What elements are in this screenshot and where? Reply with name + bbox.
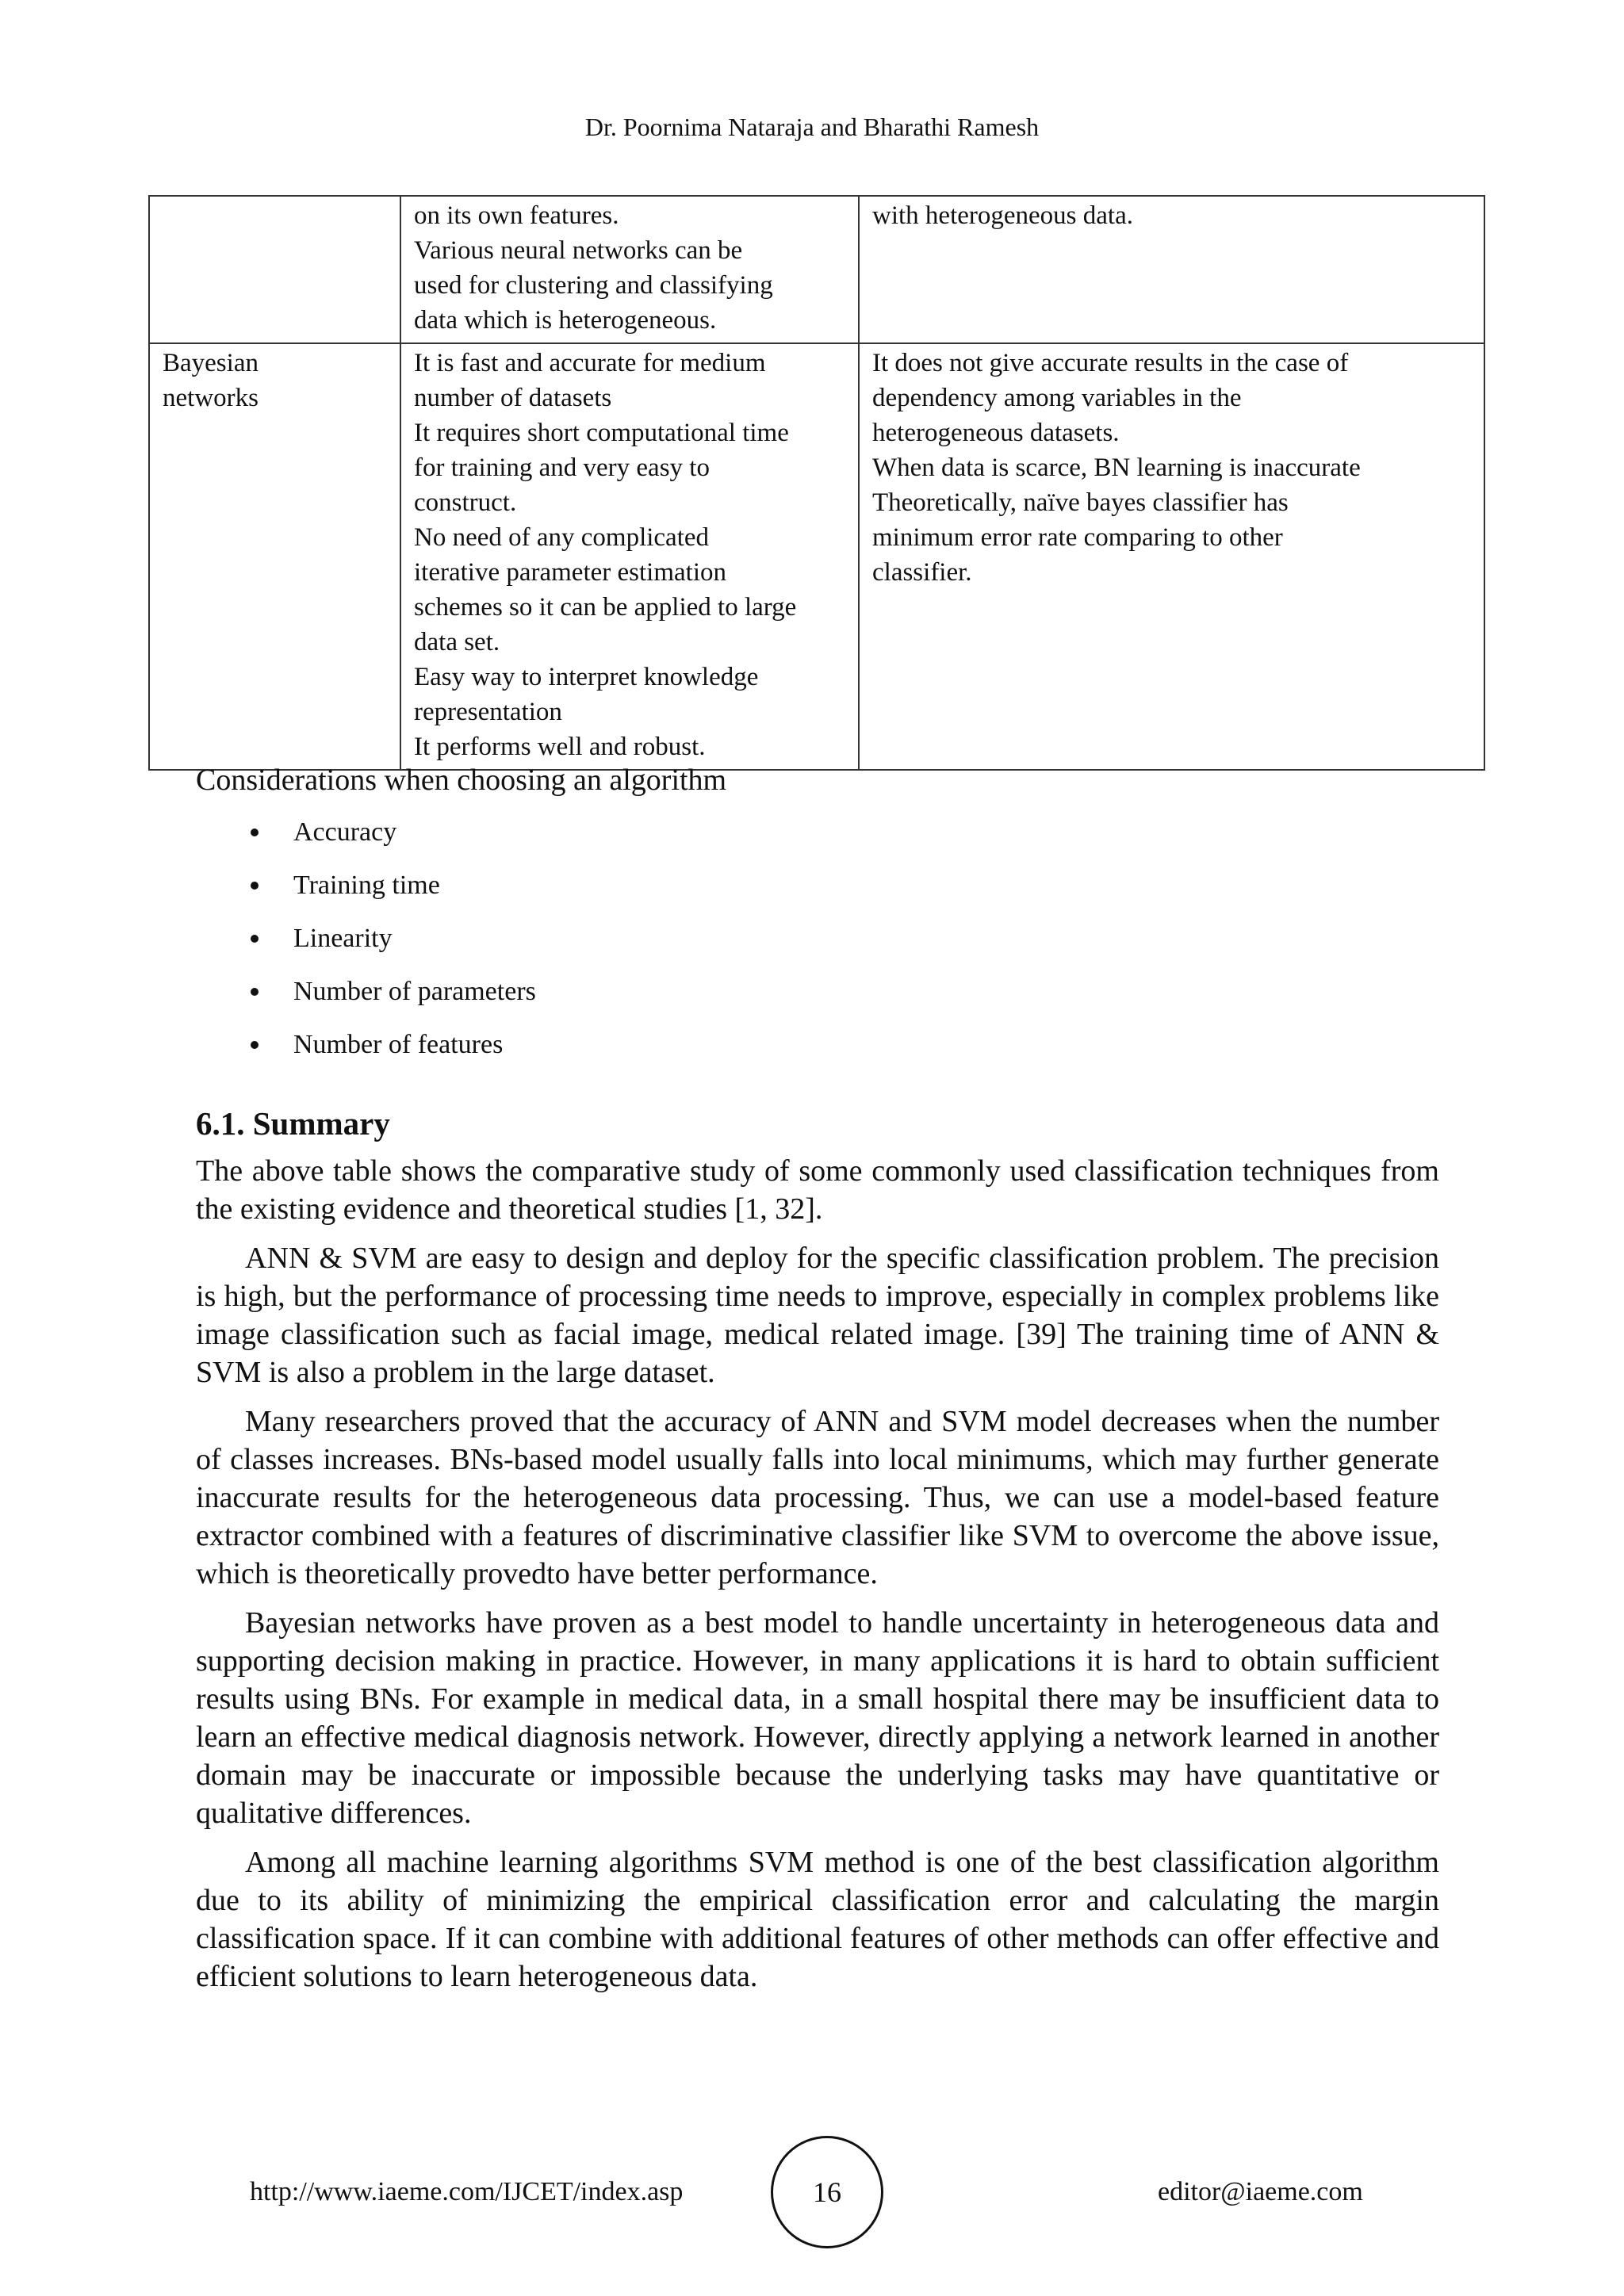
cell-line: with heterogeneous data. <box>872 201 1133 230</box>
cell-line: schemes so it can be applied to large <box>414 593 797 622</box>
paragraph: ANN & SVM are easy to design and deploy for the specific classification problem. The precision is high, but the performance of processing time needs to improve, especially in complex problems like image classification such as facial image, medical related image. [39] The training time of ANN & SVM is also a problem in the large dataset. <box>196 1242 1439 1389</box>
table-cell-col3 <box>859 196 1484 343</box>
list-item: Linearity <box>246 923 536 976</box>
section-title: 6.1. Summary <box>196 1105 390 1142</box>
paragraph: Many researchers proved that the accuracy of ANN and SVM model decreases when the number of classes increases. BNs-based model usually falls into local minimums, which may further generate inaccurate results for the heterogeneous data processing. Thus, we can use a model-based feature extractor combined with a features of discriminative classifier like SVM to overcome the above issue, which is theoretically provedto have better performance. <box>196 1405 1439 1590</box>
list-item: Training time <box>246 870 536 923</box>
page-number: 16 <box>771 2136 883 2248</box>
cell-line: iterative parameter estimation <box>414 558 726 587</box>
cell-line: It requires short computational time <box>414 419 789 447</box>
cell-line: construct. <box>414 488 517 517</box>
cell-line: used for clustering and classifying <box>414 271 773 300</box>
footer-url-link[interactable]: http://www.iaeme.com/IJCET/index.asp <box>250 2177 684 2206</box>
cell-line: representation <box>414 698 562 726</box>
cell-line: It performs well and robust. <box>414 733 706 761</box>
comparison-table <box>148 195 1485 771</box>
cell-line: When data is scarce, BN learning is inaccurate <box>872 453 1361 482</box>
cell-line: data set. <box>414 628 500 656</box>
table-row <box>149 343 1484 770</box>
paragraph: Among all machine learning algorithms SVM method is one of the best classification algorithm due to its ability of minimizing the empirical classification error and calculating the margin classification space. If it can combine with additional features of other methods can offer effective and efficient solutions to learn heterogeneous data. <box>196 1846 1439 1993</box>
cell-line: Various neural networks can be <box>414 236 743 265</box>
cell-line: number of datasets <box>414 384 612 412</box>
list-item: Accuracy <box>246 817 536 870</box>
considerations-list <box>246 817 536 1082</box>
cell-line: on its own features. <box>414 201 619 230</box>
cell-line: No need of any complicated <box>414 523 710 552</box>
paragraph: The above table shows the comparative study of some commonly used classification techniques from the existing evidence and theoretical studies [1, 32]. <box>196 1154 1439 1226</box>
footer-email-link[interactable]: editor@iaeme.com <box>1158 2177 1363 2206</box>
cell-line: classifier. <box>872 558 972 587</box>
table-row <box>149 196 1484 343</box>
cell-line: dependency among variables in the <box>872 384 1242 412</box>
summary-body <box>196 1152 1439 2007</box>
cell-line: minimum error rate comparing to other <box>872 523 1283 552</box>
running-header: Dr. Poornima Nataraja and Bharathi Ramesh <box>584 113 1040 141</box>
cell-line: Bayesian <box>163 349 259 377</box>
list-item: Number of features <box>246 1029 536 1082</box>
table-cell-col1 <box>149 196 400 343</box>
cell-line: heterogeneous datasets. <box>872 419 1120 447</box>
table-cell-col2 <box>400 343 859 770</box>
table-cell-col3 <box>859 343 1484 770</box>
cell-line: It does not give accurate results in the case of <box>872 349 1349 377</box>
cell-line: for training and very easy to <box>414 453 710 482</box>
cell-line: It is fast and accurate for medium <box>414 349 766 377</box>
table-cell-col2 <box>400 196 859 343</box>
considerations-heading: Considerations when choosing an algorithm <box>196 763 727 797</box>
paragraph: Bayesian networks have proven as a best model to handle uncertainty in heterogeneous data and supporting decision making in practice. However, in many applications it is hard to obtain sufficient results using BNs. For example in medical data, in a small hospital there may be insufficient data to learn an effective medical diagnosis network. However, directly applying a network learned in another domain may be inaccurate or impossible because the underlying tasks may have quantitative or qualitative differences. <box>196 1606 1439 1830</box>
list-item: Number of parameters <box>246 976 536 1029</box>
cell-line: Easy way to interpret knowledge <box>414 663 759 691</box>
table-cell-col1 <box>149 343 400 770</box>
cell-line: data which is heterogeneous. <box>414 306 717 335</box>
cell-line: networks <box>163 384 259 412</box>
cell-line: Theoretically, naïve bayes classifier has <box>872 488 1289 517</box>
